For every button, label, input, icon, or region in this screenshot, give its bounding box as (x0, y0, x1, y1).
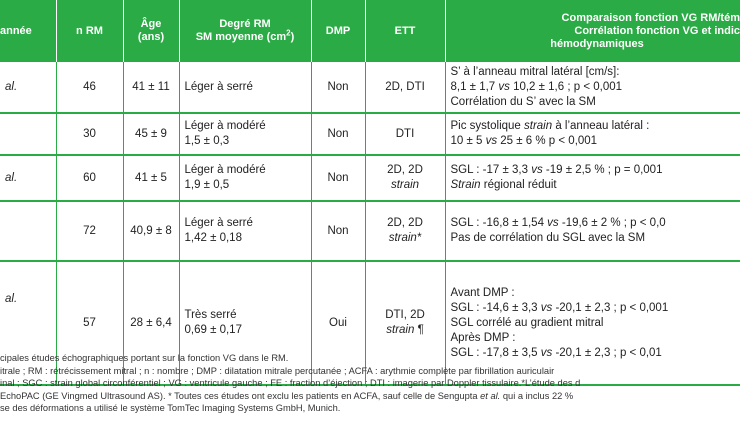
cell-n: 60 (56, 155, 123, 201)
cell-degre: Léger à serré 1,42 ± 0,18 (179, 201, 311, 261)
cell-age: 28 ± 6,4 (123, 261, 179, 385)
table-row (0, 155, 740, 201)
cell-degre: Très serré 0,69 ± 0,17 (179, 261, 311, 385)
cell-n: 30 (56, 113, 123, 155)
cell-dmp: Non (311, 62, 365, 113)
cell-dmp: Non (311, 155, 365, 201)
cell-dmp: Non (311, 113, 365, 155)
header-dmp: DMP (311, 0, 365, 62)
cell-age: 41 ± 5 (123, 155, 179, 201)
cell-dmp: Non (311, 201, 365, 261)
cell-degre: Léger à modéré 1,5 ± 0,3 (179, 113, 311, 155)
header-row (0, 0, 740, 62)
cell-degre: Léger à serré (179, 62, 311, 113)
cell-ett: DTI (365, 113, 445, 155)
cell-ett: 2D, DTI (365, 62, 445, 113)
cell-age: 45 ± 9 (123, 113, 179, 155)
header-age: Âge (ans) (123, 0, 179, 62)
cell-ett: DTI, 2D strain ¶ (365, 261, 445, 385)
cell-comparaison: Pic systolique strain à l’anneau latéral : 10 ± 5 vs 25 ± 6 % p < 0,001 (445, 113, 740, 155)
cell-n: 57 (56, 261, 123, 385)
header-n: n RM (56, 0, 123, 62)
footnote-abbreviations-1: itrale ; RM : rétrécissement mitral ; n : nombre ; DMP : dilatation mitrale percutanée ; ACFA : arythmie complète par fibrillation auriculair (0, 365, 555, 376)
cell-comparaison: S’ à l’anneau mitral latéral [cm/s]: 8,1 ± 1,7 vs 10,2 ± 1,6 ; p < 0,001 Corrélation du S’ avec la SM (445, 62, 740, 113)
cell-age: 41 ± 11 (123, 62, 179, 113)
header-ett: ETT (365, 0, 445, 62)
header-comparaison (445, 0, 740, 62)
header-comparaison-text: Comparaison fonction VG RM/tém Corrélation fonction VG et indic hémodynamiques (550, 11, 740, 50)
cell-annee: al. (0, 261, 56, 385)
header-annee: année (0, 0, 56, 62)
cell-annee: al. (0, 62, 56, 113)
cell-degre: Léger à modéré 1,9 ± 0,5 (179, 155, 311, 201)
cell-age: 40,9 ± 8 (123, 201, 179, 261)
cell-comparaison: SGL : -16,8 ± 1,54 vs -19,6 ± 2 % ; p < 0,0 Pas de corrélation du SGL avec la SM (445, 201, 740, 261)
table-row (0, 113, 740, 155)
table-row (0, 201, 740, 261)
footnote-software: EchoPAC (GE Vingmed Ultrasound AS). * Toutes ces études ont exclu les patients en ACFA, sauf celle de Sengupta et al. qui a inclus 22 % (0, 390, 574, 401)
footnote-abbreviations-2: inal ; SGC : strain global circonférentiel ; VG : ventricule gauche ; FE : fraction d’éjection ; DTI : imagerie par Doppler tissulaire.*L’étude des d (0, 378, 581, 389)
footnote-caption: cipales études échographiques portant sur la fonction VG dans le RM. (0, 353, 289, 363)
cell-n: 72 (56, 201, 123, 261)
cell-annee (0, 113, 56, 155)
table-row (0, 62, 740, 113)
table-footnotes (0, 352, 686, 415)
cell-comparaison: SGL : -17 ± 3,3 vs -19 ± 2,5 % ; p = 0,001 Strain régional réduit (445, 155, 740, 201)
cell-comparaison: Avant DMP : SGL : -14,6 ± 3,3 vs -20,1 ± 2,3 ; p < 0,001 SGL corrélé au gradient mitral Après DMP : SGL : -17,8 ± 3,5 vs -20,1 ± 2,3 ; p < 0,01 (445, 261, 740, 385)
footnote-tomtec: se des déformations a utilisé le système TomTec Imaging Systems GmbH, Munich. (0, 403, 341, 414)
cell-dmp: Oui (311, 261, 365, 385)
cell-annee (0, 201, 56, 261)
header-degre: Degré RM SM moyenne $(cm^2)$ (179, 0, 311, 62)
cell-ett: 2D, 2D strain* (365, 201, 445, 261)
cell-annee: al. (0, 155, 56, 201)
cell-ett: 2D, 2D strain (365, 155, 445, 201)
cell-n: 46 (56, 62, 123, 113)
